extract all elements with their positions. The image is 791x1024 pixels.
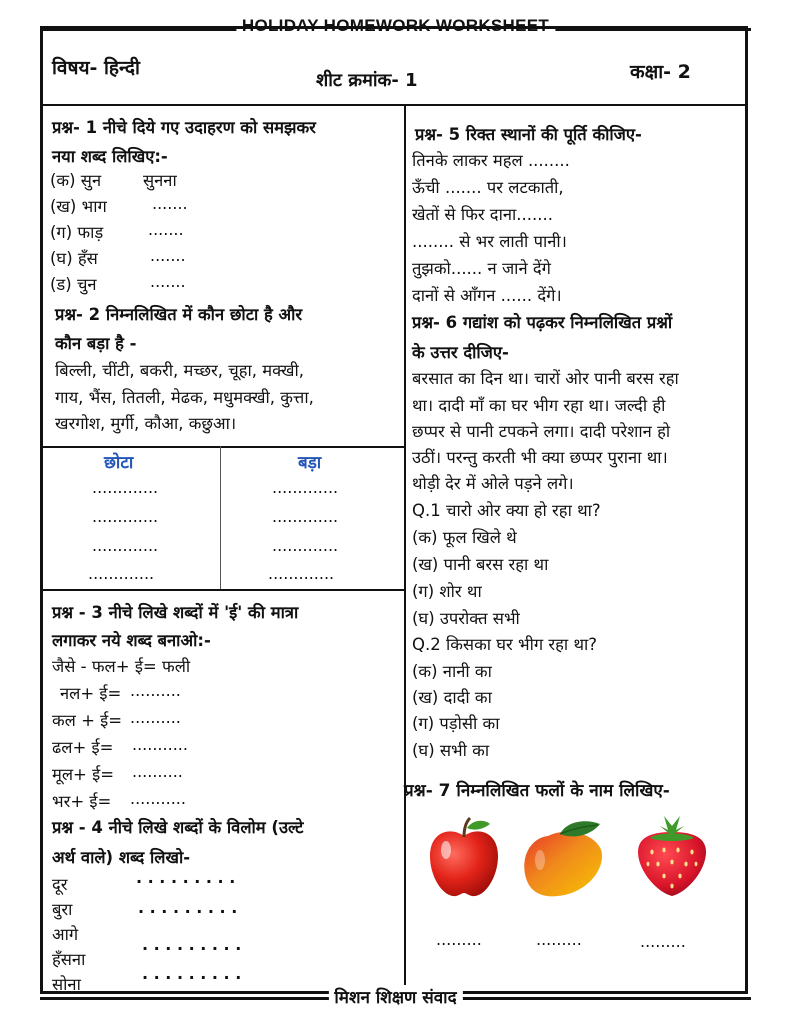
- q3-heading-line1: प्रश्न - 3 नीचे लिखे शब्दों में 'ई' की मात्रा: [52, 603, 299, 622]
- q2-word-line: गाय, भैंस, तितली, मेढक, मधुमक्खी, कुत्ता,: [55, 388, 314, 407]
- class-label: कक्षा- 2: [630, 61, 691, 83]
- q2-word-line: खरगोश, मुर्गी, कौआ, कछुआ।: [55, 414, 237, 433]
- q6-heading-line1: प्रश्न- 6 गद्यांश को पढ़कर निम्नलिखित प्रश्नों: [412, 313, 673, 332]
- q1-item-answer: .......: [150, 246, 186, 265]
- q4-item-answer: . . . . . . . . .: [138, 898, 238, 917]
- subject-label: विषय- हिन्दी: [52, 57, 140, 79]
- q6-passage-line: बरसात का दिन था। चारों ओर पानी बरस रहा: [412, 369, 679, 388]
- q4-item-label: आगे: [52, 925, 79, 944]
- column-divider: [404, 104, 406, 994]
- big-blank: .............: [272, 507, 339, 526]
- footer-brand: मिशन शिक्षण संवाद: [328, 985, 462, 1008]
- small-blank: .............: [92, 536, 159, 555]
- q7-heading: प्रश्न- 7 निम्नलिखित फलों के नाम लिखिए-: [404, 781, 670, 801]
- q3-item-label: मूल+ ई=: [52, 765, 115, 784]
- q1-heading-line2: नया शब्द लिखिए:-: [52, 147, 168, 166]
- q6-option: (ग) शोर था: [412, 582, 482, 601]
- q3-item-label: नल+ ई=: [60, 684, 122, 703]
- q6-passage-line: उठीं। परन्तु करती भी क्या छप्पर पुराना था।: [412, 448, 668, 467]
- q1-item-answer: .......: [152, 194, 188, 213]
- q4-item-label: हँसना: [52, 950, 86, 969]
- small-blank: .............: [92, 507, 159, 526]
- q1-item-label: (ड) चुन: [50, 275, 97, 294]
- q4-item-answer: . . . . . . . . .: [142, 964, 242, 983]
- q1-item-label: (क) सुन: [50, 171, 102, 190]
- q5-heading: प्रश्न- 5 रिक्त स्थानों की पूर्ति कीजिए-: [415, 125, 642, 144]
- q3-item-answer: ...........: [130, 789, 186, 808]
- strawberry-blank: .........: [640, 932, 686, 951]
- col-small-heading: छोटा: [104, 453, 134, 473]
- q3-item-answer: ...........: [132, 735, 188, 754]
- big-blank: .............: [268, 564, 335, 583]
- q3-heading-line2: लगाकर नये शब्द बनाओ:-: [52, 631, 211, 650]
- mango-blank: .........: [536, 930, 582, 949]
- apple-blank: .........: [436, 930, 482, 949]
- q4-heading-line2: अर्थ वाले) शब्द लिखो-: [52, 848, 191, 867]
- q2-word-line: बिल्ली, चींटी, बकरी, मच्छर, चूहा, मक्खी,: [55, 361, 305, 380]
- apple-icon: [424, 816, 504, 900]
- q4-item-label: बुरा: [52, 900, 73, 919]
- small-blank: .............: [88, 564, 155, 583]
- q2-heading-line2: कौन बड़ा है -: [55, 334, 137, 353]
- footer-bar: [40, 985, 751, 1013]
- q6-option: (ग) पड़ोसी का: [412, 714, 500, 733]
- q1-item-label: (ख) भाग: [50, 197, 107, 216]
- q3-item-answer: ..........: [132, 762, 183, 781]
- mango-icon: [518, 816, 608, 900]
- worksheet-title: HOLIDAY HOMEWORK WORKSHEET: [236, 16, 555, 36]
- q6-passage-line: थोड़ी देर में ओले पड़ने लगे।: [412, 474, 574, 493]
- q6-question: Q.1 चारो ओर क्या हो रहा था?: [412, 501, 601, 520]
- q2-heading-line1: प्रश्न- 2 निम्नलिखित में कौन छोटा है और: [55, 305, 303, 324]
- q1-heading-line1: प्रश्न- 1 नीचे दिये गए उदाहरण को समझकर: [52, 118, 316, 137]
- q2-table-top: [40, 446, 405, 448]
- q3-item-label: ढल+ ई=: [52, 738, 114, 757]
- q3-item-answer: ..........: [130, 681, 181, 700]
- header-divider: [40, 104, 748, 106]
- q6-question: Q.2 किसका घर भीग रहा था?: [412, 635, 598, 654]
- q5-line: तुझको...... न जाने देंगे: [412, 259, 551, 278]
- q5-line: ऊँची ....... पर लटकाती,: [412, 178, 564, 197]
- q1-item-label: (ग) फाड़: [50, 223, 104, 242]
- q4-heading-line1: प्रश्न - 4 नीचे लिखे शब्दों के विलोम (उल्टे: [52, 818, 304, 837]
- q4-item-label: सोना: [52, 975, 81, 994]
- q1-item-answer: सुनना: [143, 171, 177, 190]
- q6-heading-line2: के उत्तर दीजिए-: [412, 343, 509, 362]
- q6-option: (ख) पानी बरस रहा था: [412, 555, 549, 574]
- q5-line: ........ से भर लाती पानी।: [412, 232, 567, 251]
- q4-item-label: दूर: [52, 875, 68, 894]
- q3-item-label: कल + ई=: [52, 711, 123, 730]
- small-blank: .............: [92, 478, 159, 497]
- q6-option: (घ) सभी का: [412, 741, 490, 760]
- q6-passage-line: छप्पर से पानी टपकने लगा। दादी परेशान हो: [412, 422, 671, 441]
- big-blank: .............: [272, 536, 339, 555]
- q1-item-label: (घ) हँस: [50, 249, 98, 268]
- strawberry-icon: [632, 812, 712, 900]
- q4-item-answer: . . . . . . . . .: [136, 868, 236, 887]
- q5-line: खेतों से फिर दाना.......: [412, 205, 553, 224]
- q4-item-answer: . . . . . . . . .: [142, 935, 242, 954]
- q2-table-divider: [220, 446, 221, 589]
- q6-passage-line: था। दादी माँ का घर भीग रहा था। जल्दी ही: [412, 396, 666, 415]
- q3-item-answer: ..........: [130, 708, 181, 727]
- q6-option: (ख) दादी का: [412, 688, 492, 707]
- big-blank: .............: [272, 478, 339, 497]
- q6-option: (क) नानी का: [412, 662, 492, 681]
- q6-option: (क) फूल खिले थे: [412, 528, 517, 547]
- q6-option: (घ) उपरोक्त सभी: [412, 609, 520, 628]
- q1-item-answer: .......: [148, 220, 184, 239]
- q3-item-label: भर+ ई=: [52, 792, 112, 811]
- q5-line: दानों से आँगन ...... देंगे।: [412, 286, 562, 305]
- q1-item-answer: .......: [150, 272, 186, 291]
- q3-example: जैसे - फल+ ई= फली: [52, 657, 191, 676]
- q5-line: तिनके लाकर महल ........: [412, 151, 570, 170]
- sheet-number: शीट क्रमांक- 1: [316, 70, 418, 91]
- col-big-heading: बड़ा: [298, 453, 322, 473]
- q2-table-bottom: [40, 589, 405, 591]
